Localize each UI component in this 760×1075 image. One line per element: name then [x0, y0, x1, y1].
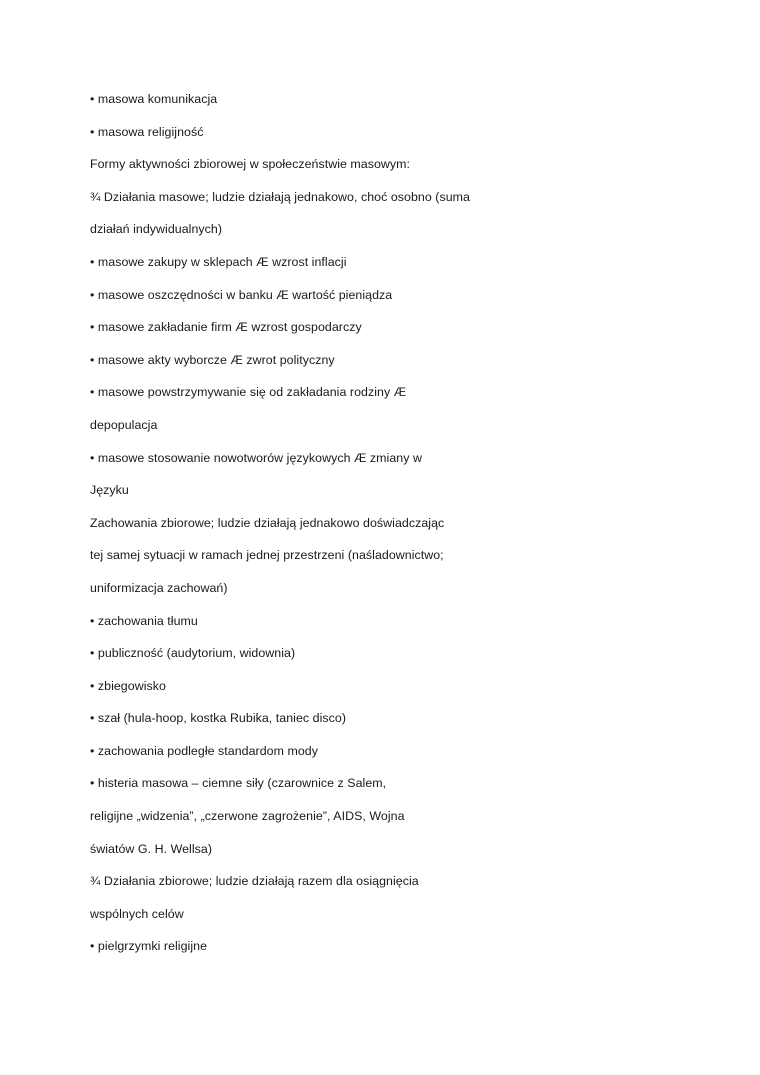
text-line: • zbiegowisko: [90, 678, 166, 693]
text-line: • masowa komunikacja: [90, 92, 218, 106]
text-line: • zachowania tłumu: [90, 613, 198, 628]
text-line: religijne „widzenia”, „czerwone zagrożenie”, AIDS, Wojna: [90, 809, 405, 824]
text-body: [90, 89, 730, 969]
text-line: • szał (hula-hoop, kostka Rubika, taniec disco): [90, 711, 347, 726]
text-line: ¾ Działania zbiorowe; ludzie działają razem dla osiągnięcia: [90, 874, 419, 889]
text-line: • masowe powstrzymywanie się od zakładania rodziny Æ: [90, 385, 407, 400]
text-line: Języku: [90, 483, 129, 498]
text-line: tej samej sytuacji w ramach jednej przestrzeni (naśladownictwo;: [90, 548, 444, 563]
text-line: • pielgrzymki religijne: [90, 939, 208, 954]
text-line: światów G. H. Wellsa): [90, 841, 212, 856]
text-line: działań indywidualnych): [90, 222, 223, 237]
text-line: • masowe stosowanie nowotworów językowych Æ zmiany w: [90, 450, 422, 465]
text-line: • masowe oszczędności w banku Æ wartość pieniądza: [90, 287, 393, 302]
text-line: wspólnych celów: [90, 906, 184, 921]
text-line: • masowe akty wyborcze Æ zwrot polityczny: [90, 352, 335, 367]
text-line: depopulacja: [90, 417, 158, 432]
text-line: Formy aktywności zbiorowej w społeczeństwie masowym:: [90, 157, 411, 172]
text-line: • masowe zakładanie firm Æ wzrost gospodarczy: [90, 320, 362, 335]
text-line: • zachowania podległe standardom mody: [90, 743, 318, 758]
text-line: Zachowania zbiorowe; ludzie działają jednakowo doświadczając: [90, 515, 445, 530]
text-line: ¾ Działania masowe; ludzie działają jednakowo, choć osobno (suma: [90, 189, 470, 204]
text-line: • masowe zakupy w sklepach Æ wzrost inflacji: [90, 254, 347, 269]
text-line: • masowa religijność: [90, 124, 204, 139]
text-line: • publiczność (audytorium, widownia): [90, 646, 296, 661]
text-line: uniformizacja zachowań): [90, 580, 228, 595]
text-line: • histeria masowa – ciemne siły (czarownice z Salem,: [90, 776, 387, 791]
